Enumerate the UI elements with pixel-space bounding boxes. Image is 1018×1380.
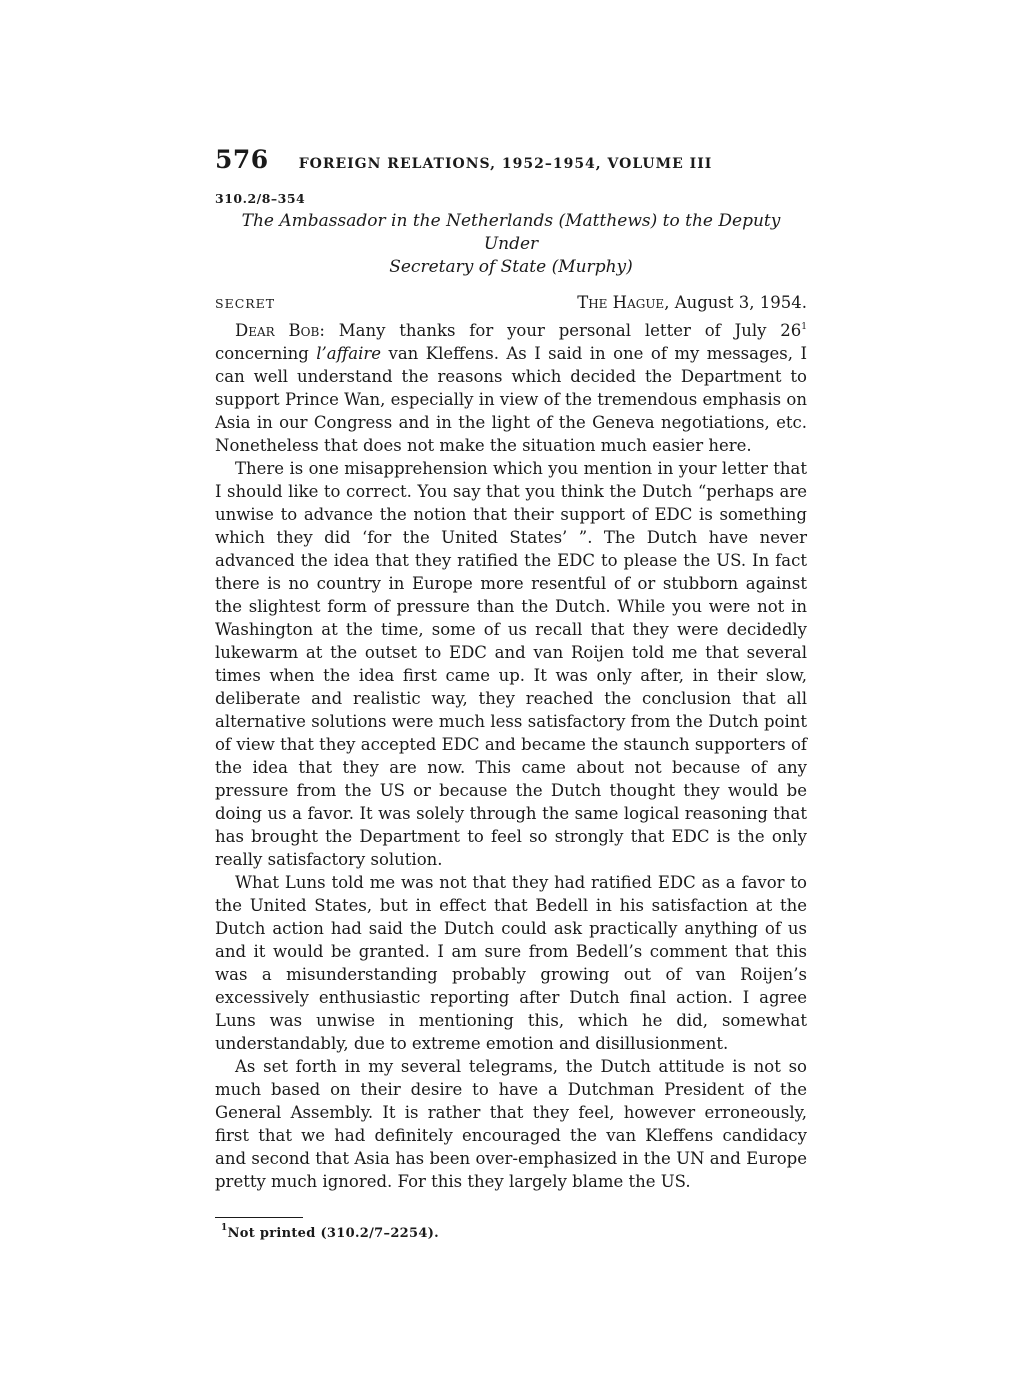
paragraph-1-part-b: concerning: [215, 344, 317, 363]
paragraph-1-italic: l’affaire: [316, 344, 382, 363]
footnote-text: Not printed (310.2/7–2254).: [227, 1226, 439, 1241]
footnote-mark: 1: [221, 1223, 228, 1233]
paragraph-1-part-a: Many thanks for your personal letter of July 26: [324, 321, 802, 340]
document-page: [215, 145, 807, 1241]
paragraph-2: There is one misapprehension which you mention in your letter that I should like to correct. You say that you think the Dutch “perhaps are unwise to advance the notion that their support of EDC is something which they did ‘for the United States’ ”. The Dutch have never advanced the idea that they ratified the EDC to please the US. In fact there is no country in Europe more resentful of or stubborn against the slightest form of pressure than the Dutch. While you were not in Washington at the time, some of us recall that they were decidedly lukewarm at the outset to EDC and van Roijen told me that several times when the idea first came up. It was only after, in their slow, deliberate and realistic way, they reached the conclusion that all alternative solutions were much less satisfactory from the Dutch point of view that they accepted EDC and became the staunch supporters of the idea that they are now. This came about not because of any pressure from the US or because the Dutch thought they would be doing us a favor. It was solely through the same logical reasoning that has brought the Department to feel so strongly that EDC is the only really satisfactory solution.: [215, 459, 807, 869]
page-number: 576: [215, 145, 269, 174]
place-date: [577, 293, 807, 312]
running-head: [215, 145, 807, 179]
paragraph-1-part-c: van Kleffens. As I said in one of my messages, I can well understand the reasons which decided the Department to support Prince Wan, especially in view of the tremendous emphasis on Asia in our Congress and in the light of the Geneva negotiations, etc. Nonetheless that does not make the situation much easier here.: [215, 344, 807, 455]
document-title-line-1: The Ambassador in the Netherlands (Matthews) to the Deputy Under: [241, 211, 781, 254]
footnote-reference[interactable]: 1: [801, 322, 807, 332]
date: , August 3, 1954.: [664, 293, 807, 312]
running-title: FOREIGN RELATIONS, 1952–1954, VOLUME III: [298, 156, 713, 172]
footnote-divider: [215, 1217, 303, 1218]
place: The Hague: [577, 293, 665, 312]
paragraph-3: What Luns told me was not that they had ratified EDC as a favor to the United States, but in effect that Bedell in his satisfaction at the Dutch action had said the Dutch could ask practically anything of us and it would be granted. I am sure from Bedell’s comment that this was a misunderstanding probably growing out of van Roijen’s excessively enthusiastic reporting after Dutch final action. I agree Luns was unwise in mentioning this, which he did, somewhat understandably, due to extreme emotion and disillusionment.: [215, 873, 807, 1053]
letter-body: [215, 319, 807, 1193]
document-title-line-2: Secretary of State (Murphy): [389, 257, 633, 277]
salutation: Dear Bob:: [235, 321, 325, 340]
paragraph-4: As set forth in my several telegrams, the Dutch attitude is not so much based on their desire to have a Dutchman President of the General Assembly. It is rather that they feel, however erroneously, first that we had definitely encouraged the van Kleffens candidacy and second that Asia has been over-emphasized in the UN and Europe pretty much ignored. For this they largely blame the US.: [215, 1057, 807, 1191]
file-number: 310.2/8–354: [215, 191, 306, 206]
footnote: [221, 1223, 807, 1241]
dateline: [215, 293, 807, 319]
classification-label: SECRET: [215, 296, 276, 311]
document-title: [215, 210, 807, 279]
paragraph-1: [215, 319, 807, 457]
